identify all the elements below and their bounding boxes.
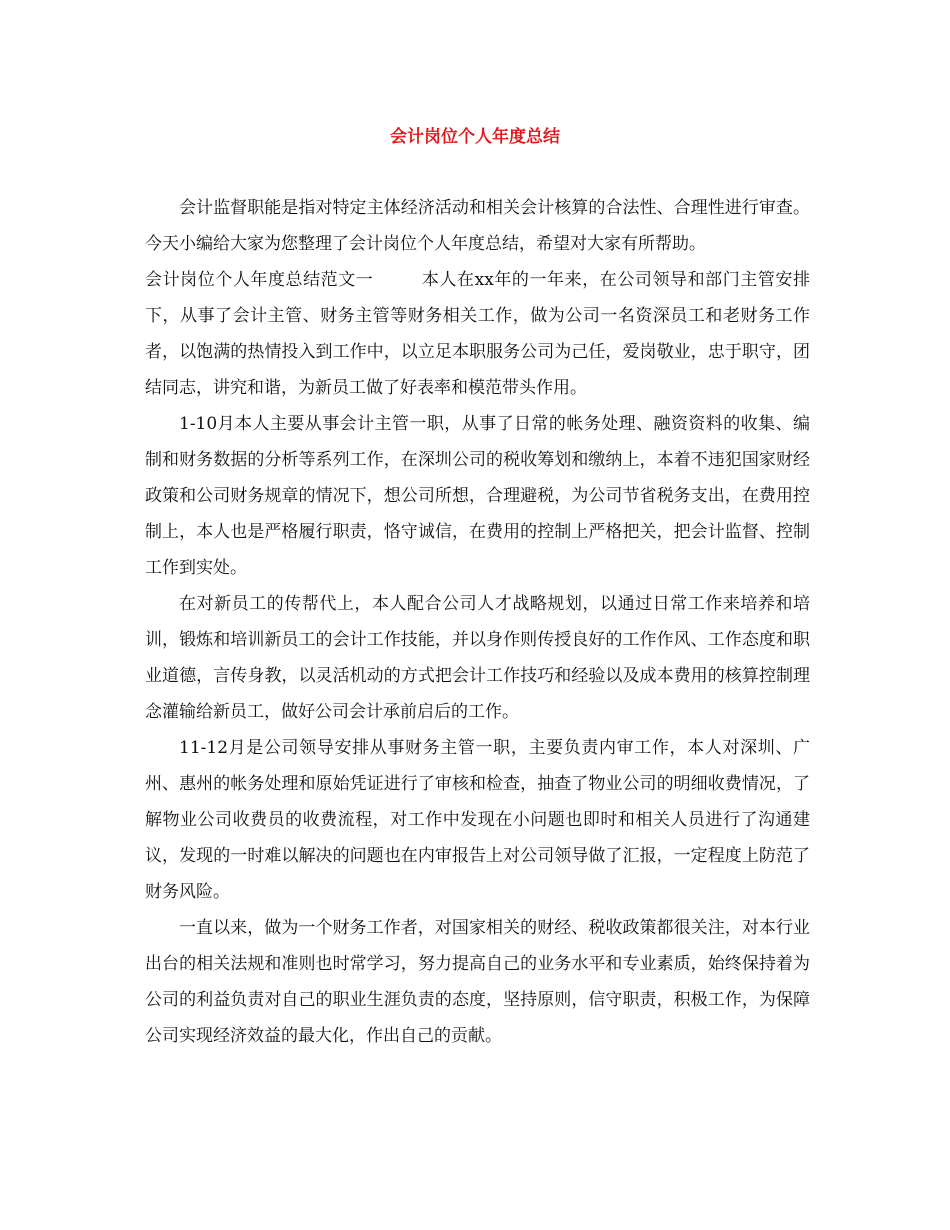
body-paragraph-4: 一直以来，做为一个财务工作者，对国家相关的财经、税收政策都很关注，对本行业出台的相关法规和准则也时常学习，努力提高自己的业务水平和专业素质，始终保持着为公司的利益负责对自己的职业生涯负责的态度，坚持原则，信守职责，积极工作，为保障公司实现经济效益的最大化，作出自己的贡献。 — [145, 918, 810, 1046]
section-first-text: 本人在xx年的一年来，在公司领导和部门主管安排下，从事了会计主管、财务主管等财务相关工作，做为公司一名资深员工和老财务工作者，以饱满的热情投入到工作中，以立足本职服务公司为己任，爱岗敬业，忠于职守，团结同志，讲究和谐，为新员工做了好表率和模范带头作用。 — [145, 270, 810, 398]
section-paragraph — [145, 262, 810, 406]
section-heading: 会计岗位个人年度总结范文一 — [145, 270, 374, 290]
body-paragraph-3: 11-12月是公司领导安排从事财务主管一职，主要负责内审工作，本人对深圳、广州、惠州的帐务处理和原始凭证进行了审核和检查，抽查了物业公司的明细收费情况，了解物业公司收费员的收费流程，对工作中发现在小问题也即时和相关人员进行了沟通建议，发现的一时难以解决的问题也在内审报告上对公司领导做了汇报，一定程度上防范了财务风险。 — [145, 738, 810, 902]
document-body — [145, 190, 810, 1054]
body-paragraph-1: 1-10月本人主要从事会计主管一职，从事了日常的帐务处理、融资资料的收集、编制和财务数据的分析等系列工作，在深圳公司的税收筹划和缴纳上，本着不违犯国家财经政策和公司财务规章的情况下，想公司所想，合理避税，为公司节省税务支出，在费用控制上，本人也是严格履行职责，恪守诚信，在费用的控制上严格把关，把会计监督、控制工作到实处。 — [145, 414, 810, 578]
intro-paragraph: 会计监督职能是指对特定主体经济活动和相关会计核算的合法性、合理性进行审查。今天小编给大家为您整理了会计岗位个人年度总结，希望对大家有所帮助。 — [145, 198, 810, 254]
document-title: 会计岗位个人年度总结 — [390, 127, 560, 147]
body-paragraph-2: 在对新员工的传帮代上，本人配合公司人才战略规划，以通过日常工作来培养和培训，锻炼和培训新员工的会计工作技能，并以身作则传授良好的工作作风、工作态度和职业道德，言传身教，以灵活机动的方式把会计工作技巧和经验以及成本费用的核算控制理念灌输给新员工，做好公司会计承前启后的工作。 — [145, 594, 810, 722]
